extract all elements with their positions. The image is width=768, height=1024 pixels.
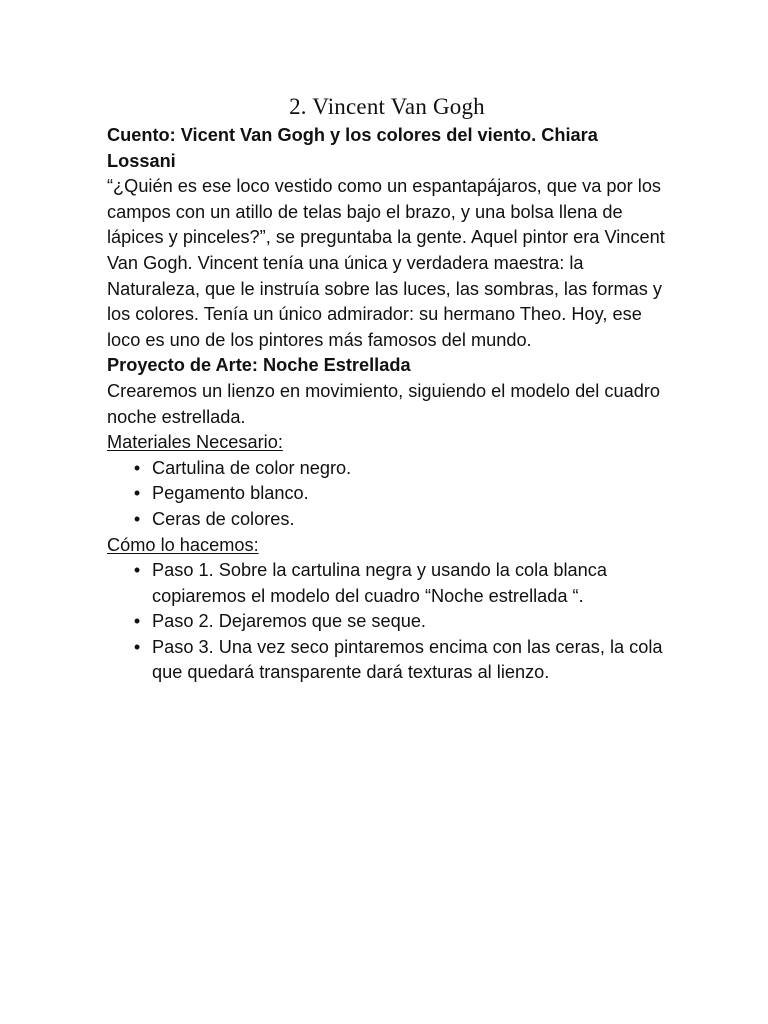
story-heading: Cuento: Vicent Van Gogh y los colores del viento. Chiara Lossani [107, 125, 598, 171]
steps-list-item [133, 609, 667, 635]
materials-item-text: Cartulina de color negro. [152, 457, 352, 478]
bullet-icon: • [133, 508, 141, 529]
materials-list-item [133, 481, 667, 507]
story-paragraph: “¿Quién es ese loco vestido como un espantapájaros, que va por los campos con un atillo de telas bajo el brazo, y una bolsa llena de lápices y pinceles?”, se preguntaba la gente. Aquel pintor era Vincent Van Gogh. Vincent tenía una única y verdadera maestra: la Naturaleza, que le instruía sobre las luces, las sombras, las formas y los colores. Tenía un único admirador: su hermano Theo. Hoy, ese loco es uno de los pintores más famosos del mundo. [107, 176, 665, 350]
project-heading: Proyecto de Arte: Noche Estrellada [107, 355, 411, 376]
bullet-icon: • [133, 560, 141, 581]
materials-list-item [133, 456, 667, 482]
steps-item-text: Paso 1. Sobre la cartulina negra y usando la cola blanca copiaremos el modelo del cuadro “Noche estrellada “. [152, 560, 607, 606]
materials-item-text: Pegamento blanco. [152, 483, 309, 504]
steps-list-item [133, 635, 667, 686]
bullet-icon: • [133, 611, 141, 632]
document-page [107, 92, 667, 686]
bullet-icon: • [133, 636, 141, 657]
steps-item-text: Paso 3. Una vez seco pintaremos encima con las ceras, la cola que quedará transparente dará texturas al lienzo. [152, 636, 663, 683]
materials-heading: Materiales Necesario: [107, 432, 283, 453]
steps-list-item [133, 558, 667, 609]
document-title: 2. Vincent Van Gogh [289, 94, 485, 119]
steps-list [107, 558, 667, 686]
materials-list-item [133, 507, 667, 533]
materials-item-text: Ceras de colores. [152, 508, 295, 529]
bullet-icon: • [133, 483, 141, 504]
steps-item-text: Paso 2. Dejaremos que se seque. [152, 611, 426, 632]
project-paragraph: Crearemos un lienzo en movimiento, siguiendo el modelo del cuadro noche estrellada. [107, 380, 661, 427]
bullet-icon: • [133, 457, 141, 478]
materials-list [107, 456, 667, 533]
steps-heading: Cómo lo hacemos: [107, 534, 259, 555]
